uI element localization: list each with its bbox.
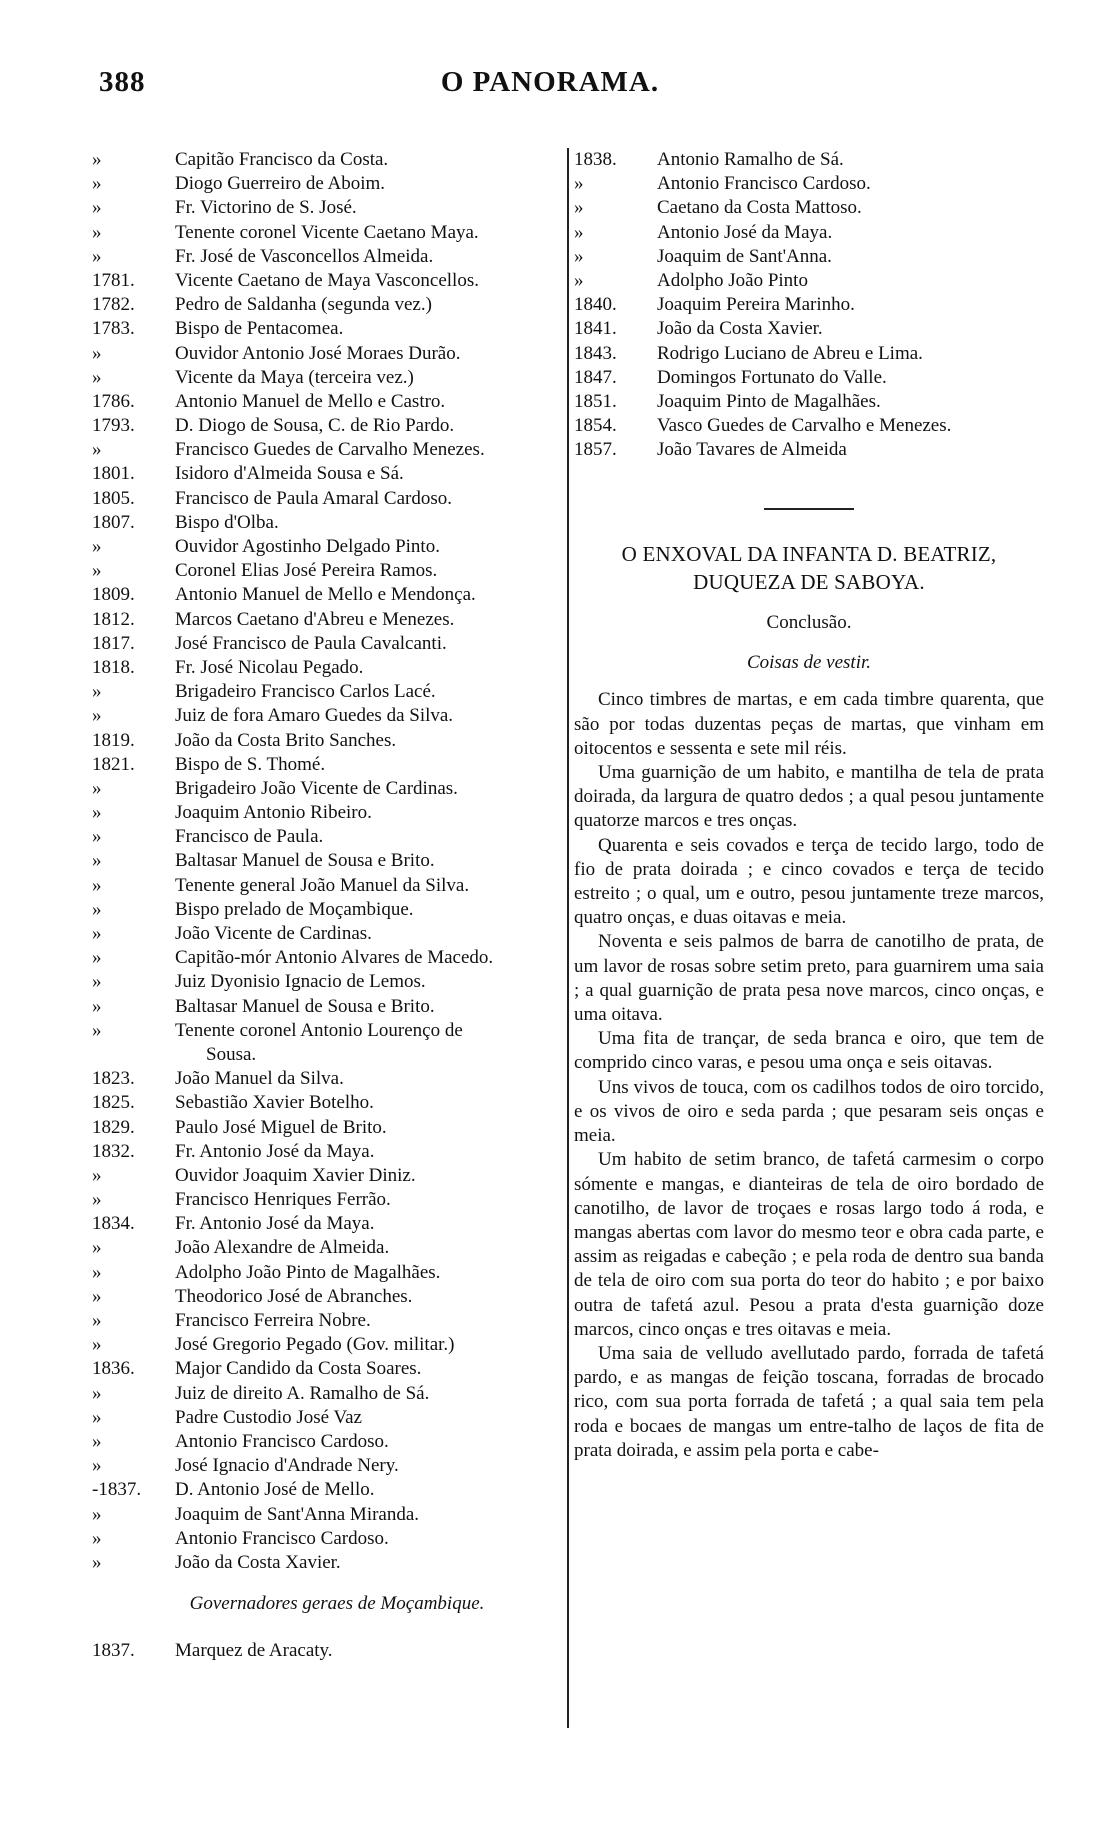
entry-name: Baltasar Manuel de Sousa e Brito. (175, 995, 435, 1017)
list-item (92, 342, 562, 366)
entry-name: Baltasar Manuel de Sousa e Brito. (175, 850, 435, 872)
article-title-line: O ENXOVAL DA INFANTA D. BEATRIZ, (621, 542, 997, 567)
list-item (92, 1164, 562, 1188)
entry-year: » (92, 1189, 102, 1211)
list-item (92, 269, 562, 293)
list-item (92, 1236, 562, 1260)
article-subtitle: Conclusão. (766, 612, 852, 634)
entry-name: Paulo José Miguel de Brito. (175, 1116, 387, 1138)
entry-name: Vicente Caetano de Maya Vasconcellos. (175, 269, 479, 291)
entry-name: João da Costa Xavier. (657, 318, 823, 340)
paragraph: Quarenta e seis covados e terça de tecido largo, todo de fio de prata doirada ; e cinco covados e terça de tecido estreito ; o qual, um e outro, pesou juntamente treze marcos, quatro onças, e duas oitavas e meia. (574, 834, 1044, 929)
entry-year: » (92, 1503, 102, 1525)
entry-name: Rodrigo Luciano de Abreu e Lima. (657, 342, 923, 364)
entry-name: Marcos Caetano d'Abreu e Menezes. (175, 608, 455, 630)
entry-year: » (92, 898, 102, 920)
entry-name: Francisco Guedes de Carvalho Menezes. (175, 439, 485, 461)
entry-year: 1786. (92, 390, 135, 412)
list-item (92, 1067, 562, 1091)
entry-name: D. Antonio José de Mello. (175, 1479, 375, 1501)
list-item (92, 1333, 562, 1357)
entry-year: » (92, 1382, 102, 1404)
entry-year: 1829. (92, 1116, 135, 1138)
list-item (92, 777, 562, 801)
entry-name: Isidoro d'Almeida Sousa e Sá. (175, 463, 404, 485)
entry-name: Padre Custodio José Vaz (175, 1406, 362, 1428)
entry-year: » (92, 1455, 102, 1477)
list-item (574, 148, 1044, 172)
entry-year: 1847. (574, 366, 617, 388)
entry-year: » (92, 1334, 102, 1356)
entry-name: Fr. José de Vasconcellos Almeida. (175, 245, 434, 267)
entry-name: Brigadeiro João Vicente de Cardinas. (175, 777, 458, 799)
left-column (92, 148, 562, 1663)
list-item (92, 704, 562, 728)
list-item (92, 608, 562, 632)
entry-name: Fr. José Nicolau Pegado. (175, 656, 364, 678)
entry-year: » (92, 971, 102, 993)
entry-year: » (574, 173, 584, 195)
list-item (92, 922, 562, 946)
entry-name: Tenente general João Manuel da Silva. (175, 874, 470, 896)
entry-year: » (92, 439, 102, 461)
list-item (92, 1639, 562, 1663)
entry-year: 1851. (574, 390, 617, 412)
entry-year: 1819. (92, 729, 135, 751)
entry-name: Major Candido da Costa Soares. (175, 1358, 422, 1380)
entry-name: Pedro de Saldanha (segunda vez.) (175, 294, 432, 316)
list-item (92, 1309, 562, 1333)
entry-name: Fr. Victorino de S. José. (175, 197, 357, 219)
list-item (92, 632, 562, 656)
list-item (92, 1503, 562, 1527)
entry-name: Sousa. (206, 1043, 257, 1065)
list-item (574, 414, 1044, 438)
entry-year: 1821. (92, 753, 135, 775)
entry-year: 1843. (574, 342, 617, 364)
list-item (92, 1261, 562, 1285)
entry-name: Ouvidor Antonio José Moraes Durão. (175, 342, 461, 364)
list-item (92, 1043, 562, 1067)
entry-year: » (92, 221, 102, 243)
entry-year: » (92, 1164, 102, 1186)
entry-name: Francisco de Paula. (175, 826, 324, 848)
entry-year: » (92, 777, 102, 799)
entry-name: Fr. Antonio José da Maya. (175, 1140, 375, 1162)
list-item (92, 1357, 562, 1381)
entry-name: Vicente da Maya (terceira vez.) (175, 366, 414, 388)
entry-year: 1838. (574, 149, 617, 170)
entry-name: Antonio Francisco Cardoso. (657, 173, 871, 195)
entry-name: Francisco de Paula Amaral Cardoso. (175, 487, 453, 509)
entry-name: João Alexandre de Almeida. (175, 1237, 390, 1259)
list-item (92, 1454, 562, 1478)
entry-name: Capitão-mór Antonio Alvares de Macedo. (175, 947, 494, 969)
list-item (574, 172, 1044, 196)
entry-name: D. Diogo de Sousa, C. de Rio Pardo. (175, 415, 455, 437)
entry-year: 1818. (92, 656, 135, 678)
list-item (574, 317, 1044, 341)
entry-year: » (574, 269, 584, 291)
list-item (92, 995, 562, 1019)
entry-year: » (92, 802, 102, 824)
list-item (92, 801, 562, 825)
entry-year: » (92, 923, 102, 944)
entry-name: Ouvidor Joaquim Xavier Diniz. (175, 1164, 416, 1186)
entry-name: Fr. Antonio José da Maya. (175, 1213, 375, 1235)
entry-name: Capitão Francisco da Costa. (175, 149, 389, 170)
entry-name: Vasco Guedes de Carvalho e Menezes. (657, 415, 952, 437)
list-item (574, 221, 1044, 245)
entry-name: Sebastião Xavier Botelho. (175, 1092, 374, 1114)
entry-name: João da Costa Xavier. (175, 1551, 341, 1573)
entry-name: João da Costa Brito Sanches. (175, 729, 397, 751)
entry-year: » (574, 245, 584, 267)
entry-name: João Manuel da Silva. (175, 1068, 344, 1090)
list-item (92, 196, 562, 220)
entry-year: 1817. (92, 632, 135, 654)
article-title (574, 540, 1044, 596)
section-heading: Coisas de vestir. (746, 652, 872, 674)
entry-year: » (92, 850, 102, 872)
list-item (92, 293, 562, 317)
list-item (92, 1285, 562, 1309)
list-item (92, 438, 562, 462)
spacer (92, 1619, 562, 1639)
entry-name: Joaquim de Sant'Anna Miranda. (175, 1503, 420, 1525)
paragraph: Noventa e seis palmos de barra de canotilho de prata, de um lavor de rosas sobre setim preto, para guarnirem uma saia ; a qual guarnição de prata pesa nove marcos, cinco onças, e uma oitava. (574, 931, 1044, 1026)
entry-name: Domingos Fortunato do Valle. (657, 366, 887, 388)
entry-year: 1832. (92, 1140, 135, 1162)
list-item (92, 511, 562, 535)
entry-name: Caetano da Costa Mattoso. (657, 197, 862, 219)
entry-name: Joaquim Pereira Marinho. (657, 294, 855, 316)
entry-year: 1807. (92, 511, 135, 533)
entry-name: Joaquim de Sant'Anna. (657, 245, 832, 267)
entry-year: » (92, 197, 102, 219)
entry-name: Brigadeiro Francisco Carlos Lacé. (175, 681, 436, 703)
list-item (92, 1382, 562, 1406)
list-item (574, 269, 1044, 293)
entry-name: Antonio Francisco Cardoso. (175, 1430, 389, 1452)
list-item (92, 1188, 562, 1212)
list-item (92, 172, 562, 196)
entry-year: 1836. (92, 1358, 135, 1380)
list-item (574, 245, 1044, 269)
list-item (574, 293, 1044, 317)
article-title-line: DUQUEZA DE SABOYA. (693, 570, 925, 595)
entry-name: Bispo prelado de Moçambique. (175, 898, 414, 920)
entry-year: 1823. (92, 1068, 135, 1090)
list-item (92, 535, 562, 559)
entry-year: 1825. (92, 1092, 135, 1114)
entry-name: Coronel Elias José Pereira Ramos. (175, 560, 438, 582)
page-number: 388 (99, 66, 146, 98)
entry-year: 1837. (92, 1640, 135, 1662)
list-item (92, 898, 562, 922)
entry-year: » (92, 1310, 102, 1331)
entry-name: João Vicente de Cardinas. (175, 923, 372, 944)
list-item (92, 849, 562, 873)
list-item (92, 414, 562, 438)
entry-year: » (92, 1285, 102, 1307)
entry-name: Theodorico José de Abranches. (175, 1285, 413, 1307)
entry-year: » (574, 221, 584, 243)
list-item (92, 583, 562, 607)
entry-year: 1805. (92, 487, 135, 509)
list-item (92, 148, 562, 172)
entry-year: 1854. (574, 415, 617, 437)
entry-name: Bispo d'Olba. (175, 511, 279, 533)
entry-year: » (92, 874, 102, 896)
list-item (92, 1527, 562, 1551)
list-item (574, 196, 1044, 220)
entry-name: Antonio Ramalho de Sá. (657, 149, 844, 170)
list-item (92, 317, 562, 341)
entry-year: » (92, 173, 102, 195)
list-item (92, 729, 562, 753)
list-item (92, 946, 562, 970)
entry-year: 1801. (92, 463, 135, 485)
paragraph: Uma saia de velludo avellutado pardo, forrada de tafetá pardo, e as mangas de feição toscana, forradas de brocado rico, com sua porta forrada de tafetá ; a qual saia tem pela roda e bocaes de mangas um entre-talho de laços de fita de prata doirada, e assim pela porta e cabe- (574, 1342, 1044, 1461)
entry-name: Ouvidor Agostinho Delgado Pinto. (175, 536, 440, 557)
right-column (574, 148, 1044, 1463)
entry-year: 1812. (92, 608, 135, 630)
article-body (574, 688, 1044, 1463)
entry-name: Francisco Ferreira Nobre. (175, 1310, 371, 1331)
entry-year: 1809. (92, 584, 135, 606)
entry-year: 1834. (92, 1213, 135, 1235)
entry-year: 1781. (92, 269, 135, 291)
list-item (92, 390, 562, 414)
entry-year: 1857. (574, 439, 617, 461)
list-item (92, 1212, 562, 1236)
list-item (92, 487, 562, 511)
list-item (92, 1551, 562, 1575)
entry-name: Antonio Manuel de Mello e Castro. (175, 390, 446, 412)
entry-year: » (92, 826, 102, 848)
list-item (92, 366, 562, 390)
entry-year: » (92, 1551, 102, 1573)
list-item (92, 1406, 562, 1430)
entry-name: Bispo de S. Thomé. (175, 753, 326, 775)
entry-year: » (92, 995, 102, 1017)
page-header (0, 66, 1100, 106)
entry-year: -1837. (92, 1479, 142, 1501)
entry-year: » (92, 1406, 102, 1428)
entry-year: » (92, 560, 102, 582)
entry-year: » (92, 705, 102, 727)
entry-year: 1840. (574, 294, 617, 316)
entry-year: » (92, 536, 102, 557)
entry-year: » (92, 149, 102, 170)
entry-name: Tenente coronel Antonio Lourenço de (175, 1019, 463, 1041)
paragraph: Um habito de setim branco, de tafetá carmesim o corpo sómente e mangas, e dianteiras de tela de oiro bordado de canotilho, de lavor de troçaes e rosas largo todo á roda, e mangas abertas com lavor do mesmo teor e obra cada parte, e assim as reigadas e cabeção ; e pela roda de dentro sua banda de tela de oiro com sua porta do teor do habito ; e por baixo outra de tafetá azul. Pesou a prata d'esta guarnição doze marcos, cinco onças e tres oitavas e meia. (574, 1149, 1044, 1340)
paragraph: Uma guarnição de um habito, e mantilha de tela de prata doirada, da largura de quatro dedos ; a qual pesou juntamente quatorze marcos e tres onças. (574, 762, 1044, 832)
entry-name: Antonio Francisco Cardoso. (175, 1527, 389, 1549)
list-item (92, 462, 562, 486)
entry-year: » (92, 1527, 102, 1549)
entry-name: Adolpho João Pinto de Magalhães. (175, 1261, 441, 1283)
entry-year: » (92, 1237, 102, 1259)
entry-year: » (92, 342, 102, 364)
entry-year: » (92, 1430, 102, 1452)
entry-name: Antonio Manuel de Mello e Mendonça. (175, 584, 476, 606)
list-item (574, 390, 1044, 414)
entry-year: 1793. (92, 415, 135, 437)
entry-name: João Tavares de Almeida (657, 439, 847, 461)
entry-year: 1782. (92, 294, 135, 316)
paragraph: Uns vivos de touca, com os cadilhos todos de oiro torcido, e os vivos de oiro e seda parda ; que pesaram seis onças e meia. (574, 1076, 1044, 1147)
list-item (92, 680, 562, 704)
entry-year: 1841. (574, 318, 617, 340)
divider (764, 508, 854, 510)
paragraph: Cinco timbres de martas, e em cada timbre quarenta, que são por todas duzentas peças de martas, que vinham em oitocentos e sessenta e sete mil réis. (574, 689, 1044, 759)
list-item (92, 1116, 562, 1140)
column-divider (567, 148, 569, 1728)
list-item (92, 1478, 562, 1502)
list-item (92, 559, 562, 583)
entry-name: Juiz Dyonisio Ignacio de Lemos. (175, 971, 426, 993)
entry-name: Juiz de direito A. Ramalho de Sá. (175, 1382, 430, 1404)
entry-year: » (92, 1019, 102, 1041)
paragraph: Uma fita de trançar, de seda branca e oiro, que tem de comprido cinco varas, e pesou uma onça e seis oitavas. (574, 1028, 1044, 1074)
entry-name: José Gregorio Pegado (Gov. militar.) (175, 1334, 455, 1356)
list-item (92, 1019, 562, 1043)
list-item (574, 342, 1044, 366)
entry-name: Joaquim Antonio Ribeiro. (175, 802, 372, 824)
entry-name: Juiz de fora Amaro Guedes da Silva. (175, 705, 454, 727)
list-item (92, 970, 562, 994)
entry-year: » (574, 197, 584, 219)
list-item (92, 1430, 562, 1454)
entry-name: Antonio José da Maya. (657, 221, 833, 243)
list-item (92, 221, 562, 245)
entry-name: José Ignacio d'Andrade Nery. (175, 1455, 399, 1477)
list-item (92, 656, 562, 680)
list-item (92, 1091, 562, 1115)
entry-name: Bispo de Pentacomea. (175, 318, 344, 340)
entry-name: Tenente coronel Vicente Caetano Maya. (175, 221, 479, 243)
entry-name: Marquez de Aracaty. (175, 1640, 333, 1662)
running-title: O PANORAMA. (440, 66, 660, 98)
list-item (92, 1140, 562, 1164)
entry-name: José Francisco de Paula Cavalcanti. (175, 632, 447, 654)
entry-year: 1783. (92, 318, 135, 340)
entry-year: » (92, 947, 102, 969)
entry-year: » (92, 681, 102, 703)
list-item (92, 245, 562, 269)
entry-name: Joaquim Pinto de Magalhães. (657, 390, 881, 412)
section-heading: Governadores geraes de Moçambique. (189, 1593, 485, 1615)
entry-year: » (92, 1261, 102, 1283)
list-item (92, 753, 562, 777)
entry-name: Adolpho João Pinto (657, 269, 808, 291)
list-item (574, 366, 1044, 390)
list-item (92, 874, 562, 898)
entry-year: » (92, 366, 102, 388)
entry-name: Diogo Guerreiro de Aboim. (175, 173, 386, 195)
list-item (574, 438, 1044, 462)
entry-name: Francisco Henriques Ferrão. (175, 1189, 391, 1211)
list-item (92, 825, 562, 849)
entry-year: » (92, 245, 102, 267)
